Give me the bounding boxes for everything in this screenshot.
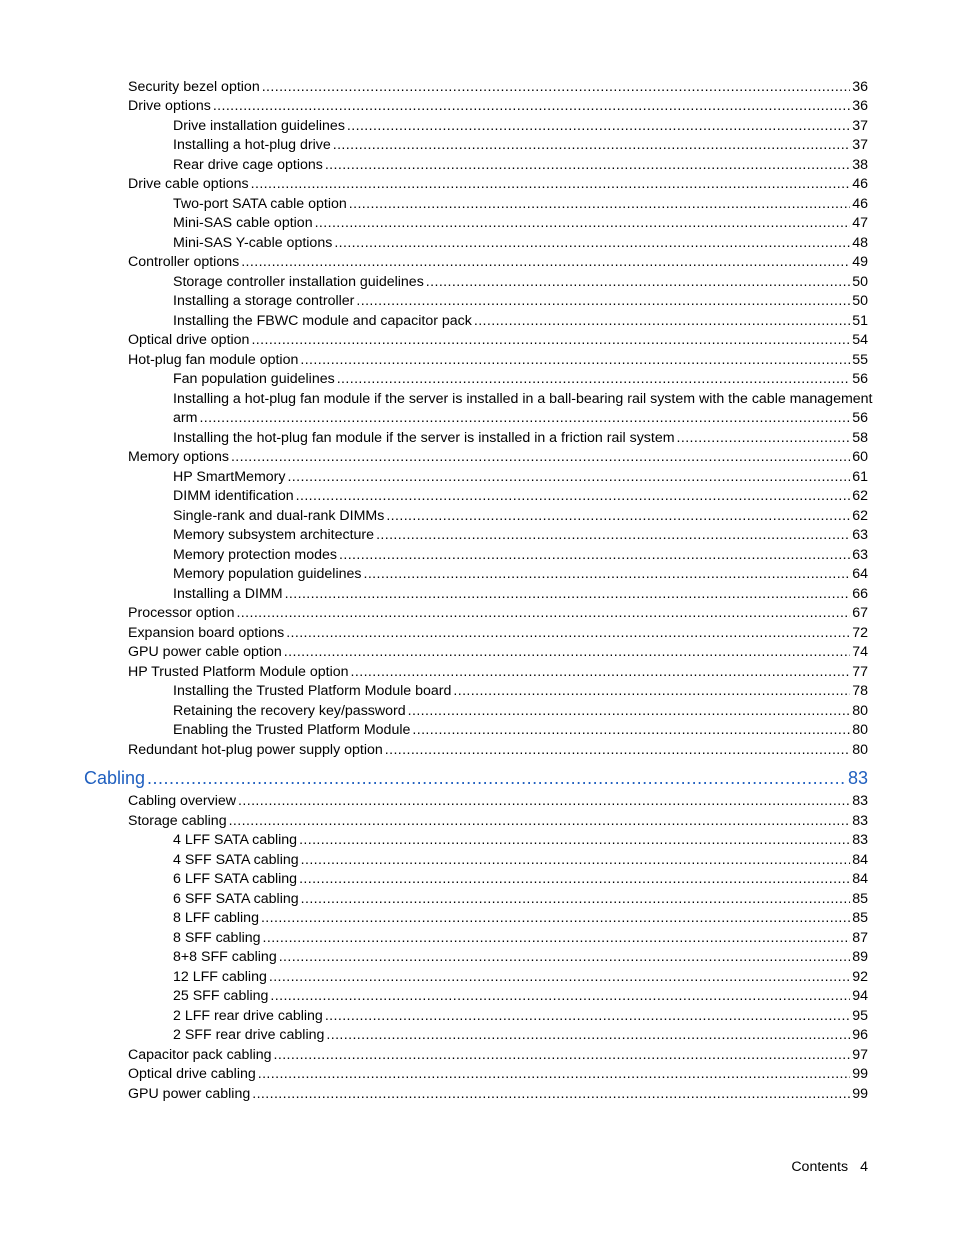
toc-entry-page: 46 — [852, 195, 868, 212]
toc-entry-page: 74 — [852, 644, 868, 660]
toc-entry[interactable] — [173, 290, 868, 310]
toc-entry-title: 2 LFF rear drive cabling — [173, 1007, 323, 1024]
toc-entry-title: Installing a DIMM — [173, 585, 283, 602]
toc-entry[interactable] — [128, 641, 868, 661]
dot-leader — [300, 352, 850, 368]
toc-entry-title: Security bezel option — [128, 78, 260, 95]
toc-entry[interactable] — [173, 231, 868, 251]
dot-leader — [261, 910, 850, 926]
footer-page-number: 4 — [860, 1159, 868, 1175]
toc-entry-title: 8+8 SFF cabling — [173, 949, 277, 965]
toc-entry-title: Enabling the Trusted Platform Module — [173, 722, 411, 738]
dot-leader — [258, 1066, 850, 1082]
toc-entry-title: 8 SFF cabling — [173, 929, 261, 946]
toc-entry-title: HP SmartMemory — [173, 468, 286, 485]
page-footer — [791, 1159, 868, 1175]
toc-entry[interactable] — [173, 699, 868, 719]
toc-entry-page: 36 — [852, 98, 868, 114]
toc-entry-page: 87 — [852, 929, 868, 946]
dot-leader — [251, 332, 850, 348]
toc-entry[interactable] — [128, 790, 868, 810]
toc-entry-page: 96 — [852, 1027, 868, 1043]
toc-entry-title: Memory population guidelines — [173, 566, 362, 582]
toc-entry[interactable] — [128, 173, 868, 193]
toc-entry[interactable] — [128, 95, 868, 115]
toc-entry-page: 83 — [852, 832, 868, 848]
dot-leader — [270, 988, 850, 1004]
toc-entry-title: Memory subsystem architecture — [173, 527, 375, 543]
toc-entry[interactable] — [173, 946, 868, 966]
toc-entry-title: Mini-SAS cable option — [173, 215, 313, 231]
dot-leader — [213, 98, 850, 114]
toc-entry[interactable] — [173, 153, 868, 173]
dot-leader — [263, 930, 851, 946]
toc-entry-title: Cabling overview — [128, 793, 237, 809]
toc-entry-page: 50 — [852, 273, 868, 290]
toc-entry[interactable] — [128, 1063, 868, 1083]
dot-leader — [301, 891, 851, 907]
toc-entry-page: 64 — [852, 566, 868, 582]
toc-entry-page: 99 — [852, 1066, 868, 1082]
toc-entry-title: 4 LFF SATA cabling — [173, 832, 298, 848]
toc-entry-page: 62 — [852, 488, 868, 504]
toc-entry-page: 83 — [852, 812, 868, 829]
toc-entry-title: Installing a hot-plug fan module if the server is installed in a ball-bearing rail system with the cable management — [173, 390, 873, 407]
toc-entry-page: 37 — [852, 137, 868, 153]
toc-entry-page: 84 — [852, 851, 868, 868]
toc-entry-page: 85 — [852, 890, 868, 907]
dot-leader — [385, 742, 850, 758]
toc-entry[interactable] — [128, 1043, 868, 1063]
toc-entry[interactable] — [128, 446, 868, 466]
toc-entry-page: 83 — [852, 793, 868, 809]
toc-entry[interactable] — [173, 426, 868, 446]
toc-entry[interactable] — [128, 1082, 868, 1102]
toc-entry[interactable] — [173, 848, 868, 868]
dot-leader — [351, 664, 851, 680]
toc-entry-page: 80 — [852, 741, 868, 758]
chapter-page: 83 — [847, 767, 868, 788]
dot-leader — [199, 410, 850, 426]
toc-entry-title: 4 SFF SATA cabling — [173, 851, 299, 868]
dot-leader — [325, 1008, 850, 1024]
dot-leader — [301, 852, 851, 868]
toc-entry[interactable] — [173, 192, 868, 212]
toc-entry-page: 38 — [852, 156, 868, 173]
toc-entry-page: 54 — [852, 332, 868, 348]
toc-entry[interactable] — [173, 543, 868, 563]
toc-entry[interactable] — [173, 907, 868, 927]
toc-entry-page: 49 — [852, 254, 868, 270]
toc-entry[interactable] — [173, 465, 868, 485]
dot-leader — [386, 508, 850, 524]
toc-entry-page: 99 — [852, 1085, 868, 1102]
toc-entry-page: 56 — [852, 410, 868, 426]
toc-entry-page: 84 — [852, 871, 868, 887]
dot-leader — [238, 793, 850, 809]
toc-entry-title: 6 SFF SATA cabling — [173, 890, 299, 907]
toc-entry-title: DIMM identification — [173, 488, 294, 504]
toc-entry-title: GPU power cabling — [128, 1085, 251, 1102]
toc-entry[interactable] — [128, 809, 868, 829]
dot-leader — [347, 118, 850, 134]
toc-entry-title: Installing a storage controller — [173, 293, 355, 309]
chapter-heading-cabling[interactable] — [84, 764, 868, 788]
dot-leader — [241, 254, 850, 270]
toc-entry[interactable] — [173, 485, 868, 505]
toc-entry[interactable] — [173, 887, 868, 907]
toc-entry[interactable] — [173, 582, 868, 602]
toc-entry-page: 95 — [852, 1007, 868, 1024]
toc-entry[interactable] — [173, 965, 868, 985]
toc-entry-title: Redundant hot-plug power supply option — [128, 741, 383, 758]
toc-entry[interactable] — [173, 868, 868, 888]
toc-entry-title: Drive installation guidelines — [173, 117, 345, 134]
toc-entry-page: 46 — [852, 176, 868, 192]
toc-entry[interactable] — [173, 114, 868, 134]
toc-entry-title: arm — [173, 410, 198, 426]
dot-leader — [474, 313, 850, 329]
dot-leader — [147, 768, 844, 788]
dot-leader — [285, 586, 851, 602]
dot-leader — [262, 79, 851, 95]
dot-leader — [315, 215, 851, 231]
dot-leader — [349, 196, 850, 212]
toc-entry[interactable] — [173, 563, 868, 583]
dot-leader — [677, 430, 851, 446]
toc-entry-title: Rear drive cage options — [173, 156, 323, 173]
dot-leader — [279, 949, 851, 965]
toc-entry[interactable] — [128, 348, 868, 368]
dot-leader — [326, 1027, 850, 1043]
toc-entry-page: 48 — [852, 234, 868, 251]
toc-entry-title: GPU power cable option — [128, 644, 282, 660]
toc-entry-title: 8 LFF cabling — [173, 910, 259, 926]
toc-entry[interactable] — [173, 504, 868, 524]
toc-entry-page: 72 — [852, 624, 868, 641]
dot-leader — [356, 293, 850, 309]
toc-entry-title: 25 SFF cabling — [173, 988, 269, 1004]
toc-entry[interactable] — [173, 985, 868, 1005]
dot-leader — [412, 722, 850, 738]
toc-entry-page: 60 — [852, 449, 868, 465]
dot-leader — [287, 469, 850, 485]
toc-entry[interactable] — [173, 407, 868, 427]
toc-entry-title: Single-rank and dual-rank DIMMs — [173, 507, 385, 524]
toc-entry-title: Storage controller installation guidelines — [173, 273, 424, 290]
toc-entry-page: 62 — [852, 507, 868, 524]
dot-leader — [251, 176, 851, 192]
dot-leader — [333, 137, 850, 153]
toc-entry-title: Fan population guidelines — [173, 371, 335, 387]
toc-entry-title: HP Trusted Platform Module option — [128, 663, 349, 680]
toc-entry-title: Storage cabling — [128, 812, 227, 829]
dot-leader — [284, 644, 850, 660]
dot-leader — [299, 871, 850, 887]
toc-entry-page: 55 — [852, 351, 868, 368]
toc-entry-title: Memory protection modes — [173, 546, 338, 563]
toc-entry-page: 92 — [852, 968, 868, 985]
toc-entry[interactable] — [128, 251, 868, 271]
chapter-title: Cabling — [84, 767, 146, 788]
toc-entry-title: Drive cable options — [128, 176, 249, 192]
toc-entry[interactable] — [173, 524, 868, 544]
toc-entry[interactable] — [128, 329, 868, 349]
dot-leader — [376, 527, 850, 543]
toc-entry-title: Installing a hot-plug drive — [173, 137, 331, 153]
toc-entry-title: Mini-SAS Y-cable options — [173, 234, 333, 251]
toc-entry-page: 77 — [852, 663, 868, 680]
dot-leader — [325, 157, 850, 173]
toc-entry[interactable] — [173, 368, 868, 388]
toc-entry-page: 37 — [852, 117, 868, 134]
toc-entry-page: 94 — [852, 988, 868, 1004]
dot-leader — [408, 703, 851, 719]
toc-entry-page: 51 — [852, 312, 868, 329]
toc-entry[interactable] — [173, 829, 868, 849]
dot-leader — [364, 566, 851, 582]
toc-entry-title: 2 SFF rear drive cabling — [173, 1027, 325, 1043]
toc-entry-page: 89 — [852, 949, 868, 965]
toc-entry[interactable] — [173, 134, 868, 154]
toc-entry-page: 85 — [852, 910, 868, 926]
toc-entry-page: 97 — [852, 1046, 868, 1063]
toc-entry[interactable] — [128, 75, 868, 95]
toc-entry-page: 63 — [852, 527, 868, 543]
toc-entry-title: Optical drive cabling — [128, 1066, 256, 1082]
dot-leader — [296, 488, 851, 504]
toc-entry-title: Installing the FBWC module and capacitor pack — [173, 312, 472, 329]
toc-entry[interactable] — [173, 309, 868, 329]
dot-leader — [236, 605, 850, 621]
dot-leader — [299, 832, 850, 848]
toc-entry-page: 58 — [852, 429, 868, 446]
dot-leader — [453, 683, 850, 699]
toc-entry[interactable] — [173, 1024, 868, 1044]
toc-entry-title: Optical drive option — [128, 332, 250, 348]
dot-leader — [426, 274, 850, 290]
toc-entry-page: 67 — [852, 605, 868, 621]
dot-leader — [337, 371, 851, 387]
dot-leader — [269, 969, 850, 985]
toc-entry-title: Retaining the recovery key/password — [173, 702, 406, 719]
toc-entry-page: 78 — [852, 683, 868, 699]
toc-entry-page: 36 — [852, 78, 868, 95]
toc-entry[interactable] — [128, 660, 868, 680]
toc-entry[interactable] — [173, 270, 868, 290]
toc-entry-title: 6 LFF SATA cabling — [173, 871, 298, 887]
toc-entry-page: 56 — [852, 371, 868, 387]
toc-entry-title: Installing the hot-plug fan module if the server is installed in a friction rail system — [173, 429, 675, 446]
toc-entry-page: 61 — [852, 468, 868, 485]
toc-entry[interactable] — [128, 738, 868, 758]
toc-entry-title: 12 LFF cabling — [173, 968, 267, 985]
dot-leader — [229, 813, 851, 829]
toc-entry[interactable] — [173, 1004, 868, 1024]
toc-entry[interactable] — [128, 621, 868, 641]
toc-entry-title: Memory options — [128, 449, 229, 465]
toc-entry-title: Drive options — [128, 98, 211, 114]
toc-entry-page: 63 — [852, 546, 868, 563]
toc-entry-title: Capacitor pack cabling — [128, 1046, 272, 1063]
toc-entry-title: Processor option — [128, 605, 235, 621]
toc-entry[interactable] — [173, 719, 868, 739]
toc-entry-page: 80 — [852, 722, 868, 738]
toc-entry-page: 80 — [852, 702, 868, 719]
dot-leader — [274, 1047, 851, 1063]
toc-entry-page: 66 — [852, 585, 868, 602]
toc-entry[interactable] — [173, 680, 868, 700]
toc-entry-title: Expansion board options — [128, 624, 285, 641]
toc-entry-title: Controller options — [128, 254, 240, 270]
footer-label: Contents — [791, 1159, 849, 1175]
dot-leader — [334, 235, 850, 251]
toc-entry-title: Hot-plug fan module option — [128, 351, 299, 368]
toc-entry[interactable] — [173, 387, 873, 407]
dot-leader — [339, 547, 850, 563]
toc-entry[interactable] — [173, 926, 868, 946]
toc-entry-page: 47 — [852, 215, 868, 231]
toc-entry-title: Installing the Trusted Platform Module board — [173, 683, 452, 699]
dot-leader — [286, 625, 850, 641]
dot-leader — [252, 1086, 850, 1102]
toc-entry-title: Two-port SATA cable option — [173, 195, 347, 212]
toc-entry[interactable] — [128, 602, 868, 622]
dot-leader — [231, 449, 850, 465]
toc-entry-page: 50 — [852, 293, 868, 309]
toc-entry[interactable] — [173, 212, 868, 232]
